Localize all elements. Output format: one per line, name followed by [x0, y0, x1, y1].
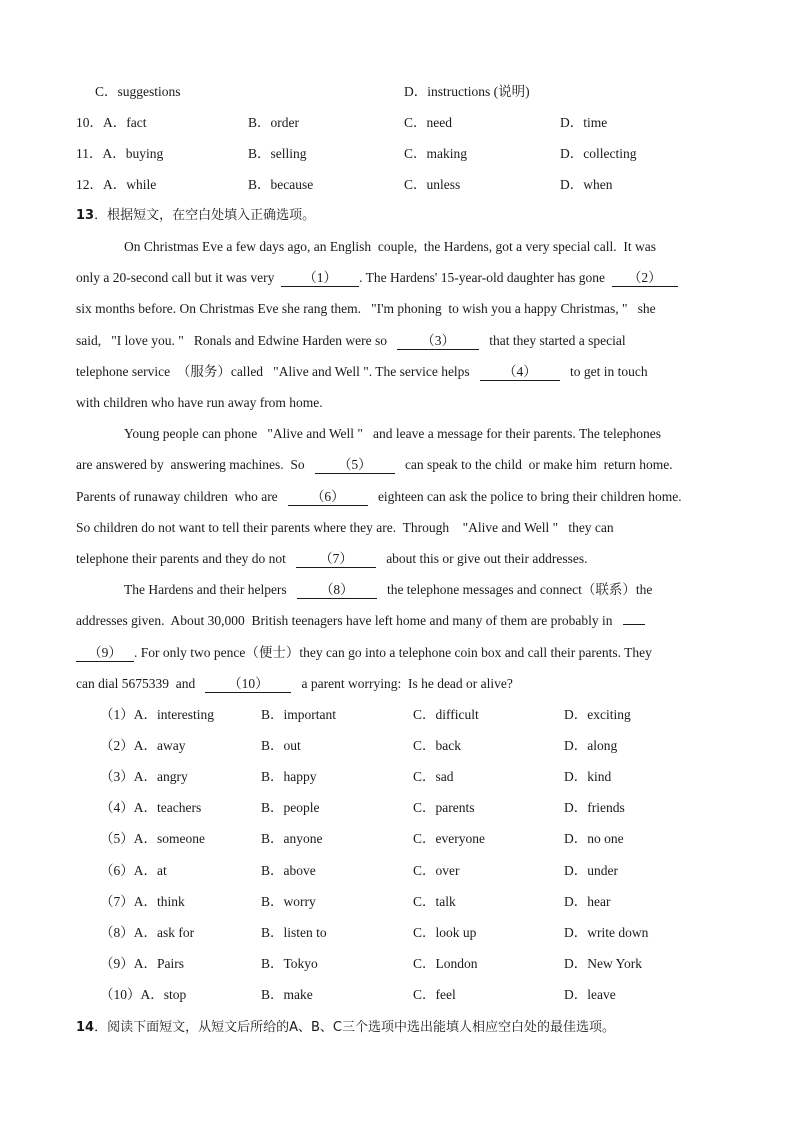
option-choice: B．above — [261, 862, 316, 878]
option-choice: C．need — [404, 115, 452, 130]
passage-text: . The Hardens' 15-year-old daughter has gone — [359, 270, 612, 286]
passage-line — [76, 268, 726, 288]
option-row — [0, 892, 794, 912]
option-choice: C．over — [413, 862, 460, 878]
passage-text: . For only two pence（便士）they can go into a telephone coin box and call their parents. They — [134, 644, 652, 660]
option-row — [0, 954, 794, 974]
option-row — [0, 861, 794, 881]
option-choice: D．along — [564, 738, 618, 754]
passage-text: can dial 5675339 and — [76, 675, 206, 691]
passage-line — [76, 487, 726, 507]
option-row — [0, 82, 794, 102]
passage-text: said, "I love you. " Ronals and Edwine Harden were so — [76, 332, 398, 348]
answer-blank[interactable]: （6） — [288, 488, 368, 506]
option-row — [0, 923, 794, 943]
option-choice: D．kind — [564, 769, 612, 785]
option-choice: B．important — [261, 707, 336, 722]
option-choice: D．no one — [564, 831, 624, 847]
answer-blank[interactable]: （2） — [612, 269, 678, 287]
passage-text: can speak to the child or make him return home. — [394, 457, 673, 473]
option-choice: D．write down — [564, 924, 649, 940]
option-choice: D．under — [564, 862, 618, 878]
option-row — [0, 113, 794, 133]
question-number: 13 — [76, 208, 95, 223]
option-row — [0, 767, 794, 787]
option-choice: 10．A．fact — [76, 115, 147, 130]
option-choice: C．look up — [413, 924, 477, 940]
option-choice: （6）A．at — [100, 862, 167, 878]
option-choice: C．parents — [413, 800, 475, 816]
option-choice: B．out — [261, 738, 301, 754]
answer-blank[interactable]: （5） — [315, 456, 395, 474]
passage-text: a parent worrying: Is he dead or alive? — [291, 675, 513, 691]
answer-blank[interactable]: （8） — [297, 581, 377, 599]
answer-blank[interactable]: （4） — [480, 363, 560, 381]
passage-text: Young people can phone "Alive and Well " and leave a message for their parents. The telephones — [124, 426, 662, 442]
option-choice: （5）A．someone — [100, 831, 205, 847]
passage-line — [76, 674, 726, 694]
option-choice: （4）A．teachers — [100, 800, 202, 816]
passage-text: about this or give out their addresses. — [376, 551, 588, 566]
passage-text: On Christmas Eve a few days ago, an English couple, the Hardens, got a very special call. It was — [124, 239, 656, 254]
option-row — [0, 175, 794, 195]
option-choice: C．making — [404, 146, 467, 161]
passage-line — [76, 611, 726, 631]
passage-line — [76, 362, 726, 382]
passage-text: addresses given. About 30,000 British teenagers have left home and many of them are probably in — [76, 613, 623, 629]
option-row — [0, 798, 794, 818]
option-choice: D．leave — [564, 986, 616, 1002]
passage-text: that they started a special — [479, 332, 626, 348]
option-choice: C．unless — [404, 177, 461, 192]
question-13-heading — [76, 206, 726, 226]
option-choice: B．make — [261, 986, 313, 1002]
question-instruction: ．阅读下面短文，从短文后所给的A、B、C三个选项中选出能填人相应空白处的最佳选项。 — [94, 1020, 615, 1035]
option-choice: B．happy — [261, 769, 317, 785]
option-choice: 11．A．buying — [76, 146, 164, 161]
option-choice: C．talk — [413, 893, 456, 909]
option-choice: （3）A．angry — [100, 769, 188, 785]
option-choice: D．instructions (说明) — [404, 84, 530, 99]
option-choice: C．difficult — [413, 707, 479, 722]
option-choice: B．selling — [248, 146, 307, 161]
option-choice: C．suggestions — [95, 84, 181, 99]
answer-blank[interactable]: （9） — [76, 644, 134, 662]
option-choice: C．everyone — [413, 831, 485, 847]
passage-text: only a 20-second call but it was very — [76, 270, 282, 286]
option-row — [0, 144, 794, 164]
passage-line — [76, 643, 726, 663]
passage-text: telephone service （服务）called "Alive and Well ". The service helps — [76, 363, 480, 379]
question-14-heading — [76, 1018, 726, 1038]
answer-blank[interactable]: （10） — [205, 675, 291, 693]
option-choice: （9）A．Pairs — [100, 955, 184, 971]
passage-text: to get in touch — [559, 363, 648, 379]
option-choice: D．exciting — [564, 707, 631, 722]
option-choice: D．hear — [564, 893, 611, 909]
option-row — [0, 705, 794, 725]
question-number: 14 — [76, 1020, 95, 1035]
option-choice: B．anyone — [261, 831, 323, 847]
answer-blank[interactable]: （7） — [296, 550, 376, 568]
passage-line — [76, 331, 726, 351]
passage-text: Parents of runaway children who are — [76, 488, 288, 504]
passage-text: The Hardens and their helpers — [124, 582, 297, 598]
passage-line — [124, 424, 774, 444]
option-choice: B．listen to — [261, 924, 327, 940]
option-choice: C．sad — [413, 769, 454, 785]
option-choice: B．worry — [261, 893, 316, 909]
passage-text: with children who have run away from home. — [76, 395, 323, 410]
passage-line — [124, 237, 774, 257]
passage-text: are answered by answering machines. So — [76, 457, 315, 473]
passage-line — [76, 455, 726, 475]
option-choice: （10）A．stop — [100, 986, 187, 1002]
passage-text: So children do not want to tell their parents where they are. Through "Alive and Well " they can — [76, 519, 614, 535]
option-choice: （2）A．away — [100, 738, 186, 754]
passage-line — [76, 518, 726, 538]
option-choice: B．Tokyo — [261, 955, 318, 971]
option-choice: B．because — [248, 177, 314, 192]
answer-blank[interactable]: （3） — [397, 332, 479, 350]
option-row — [0, 829, 794, 849]
answer-blank[interactable]: （1） — [281, 269, 359, 287]
passage-line — [76, 549, 726, 569]
option-choice: D．collecting — [560, 146, 637, 161]
answer-blank[interactable] — [623, 624, 645, 625]
option-choice: D．friends — [564, 800, 625, 816]
option-choice: D．New York — [564, 955, 643, 971]
option-choice: D．time — [560, 115, 608, 130]
option-choice: C．London — [413, 955, 478, 971]
option-choice: C．back — [413, 738, 461, 754]
option-choice: B．order — [248, 115, 299, 130]
passage-line — [76, 299, 726, 319]
passage-text: telephone their parents and they do not — [76, 551, 297, 566]
option-choice: （1）A．interesting — [100, 707, 214, 722]
passage-line — [76, 393, 726, 413]
option-choice: （8）A．ask for — [100, 924, 195, 940]
option-choice: 12．A．while — [76, 177, 157, 192]
option-choice: C．feel — [413, 986, 456, 1002]
passage-text: eighteen can ask the police to bring their children home. — [367, 488, 682, 504]
passage-text: the telephone messages and connect（联系）the — [376, 582, 653, 598]
option-row — [0, 736, 794, 756]
option-choice: D．when — [560, 177, 613, 192]
question-instruction: ．根据短文，在空白处填入正确选项。 — [94, 208, 316, 223]
option-row — [0, 985, 794, 1005]
option-choice: （7）A．think — [100, 893, 185, 909]
option-choice: B．people — [261, 800, 320, 816]
passage-text: six months before. On Christmas Eve she rang them. "I'm phoning to wish you a happy Christmas, " she — [76, 301, 656, 317]
passage-line — [124, 580, 774, 600]
